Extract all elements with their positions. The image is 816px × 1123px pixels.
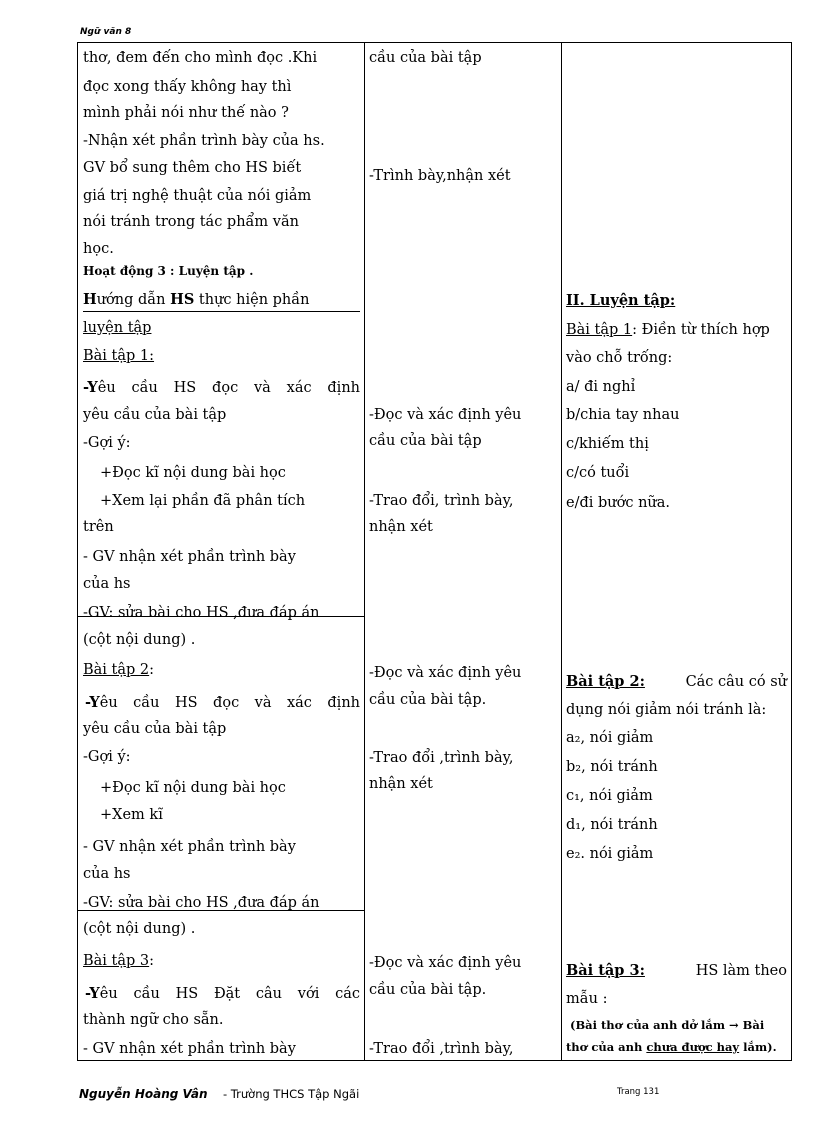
content-line: e/đi bước nữa. — [566, 495, 671, 511]
teacher-activity-line: học. — [83, 241, 114, 257]
student-activity-line: -Đọc và xác định yêu — [369, 665, 522, 681]
teacher-activity-line: -Nhận xét phần trình bày của hs. — [83, 133, 325, 149]
teacher-activity-line: - GV nhận xét phần trình bày — [83, 549, 296, 565]
content-line: e₂. nói giảm — [566, 846, 654, 862]
student-activity-line: nhận xét — [369, 776, 433, 792]
teacher-activity-line: GV bổ sung thêm cho HS biết — [83, 160, 302, 176]
teacher-activity-line: yêu cầu của bài tập — [83, 721, 227, 737]
exercise-heading: Bài tập 2: — [83, 662, 155, 678]
footer-author: Nguyễn Hoàng Vân — [79, 1087, 208, 1101]
teacher-activity-line: -Gợi ý: — [83, 749, 131, 765]
teacher-activity-line: nói tránh trong tác phẩm văn — [83, 214, 299, 230]
teacher-activity-line: - GV nhận xét phần trình bày — [83, 839, 296, 855]
student-activity-line: -Đọc và xác định yêu — [369, 407, 522, 423]
teacher-activity-line: trên — [83, 519, 114, 535]
teacher-activity-line: -Gợi ý: — [83, 435, 131, 451]
teacher-activity-line: -Y êu cầu HS Đặt câu với các — [85, 985, 360, 1002]
teacher-activity-line: (cột nội dung) . — [83, 921, 196, 937]
content-line: Bài tập 1: Điền từ thích hợp — [566, 322, 770, 338]
activity-instruction: Hướng dẫn HS thực hiện phần — [83, 293, 360, 312]
content-line: a₂, nói giảm — [566, 730, 654, 746]
content-line: dụng nói giảm nói tránh là: — [566, 702, 767, 718]
section-heading: II. Luyện tập: — [566, 292, 676, 309]
content-line: a/ đi nghỉ — [566, 379, 636, 395]
teacher-activity-line: của hs — [83, 576, 131, 592]
teacher-activity-line: - GV nhận xét phần trình bày — [83, 1041, 296, 1057]
teacher-activity-line: thành ngữ cho sẵn. — [83, 1012, 224, 1028]
column-divider — [364, 43, 365, 1060]
teacher-activity-line: -GV: sửa bài cho HS ,đưa đáp án — [83, 605, 320, 621]
content-line: thơ của anh chưa được hay lắm). — [566, 1040, 777, 1054]
teacher-activity-line: +Đọc kĩ nội dung bài học — [100, 465, 286, 481]
student-activity-line: cầu của bài tập — [369, 50, 482, 66]
student-activity-line: -Trao đổi ,trình bày, — [369, 750, 514, 766]
teacher-activity-line: -Y êu cầu HS đọc và xác định — [83, 379, 360, 396]
content-line: (Bài thơ của anh dở lắm → Bài — [570, 1018, 765, 1032]
content-line: d₁, nói tránh — [566, 817, 658, 833]
content-line: mẫu : — [566, 991, 608, 1007]
content-line: c/có tuổi — [566, 465, 630, 481]
teacher-activity-line: mình phải nói như thế nào ? — [83, 105, 289, 121]
content-line: b₂, nói tránh — [566, 759, 658, 775]
content-line: c₁, nói giảm — [566, 788, 653, 804]
teacher-activity-line: đọc xong thấy không hay thì — [83, 79, 292, 95]
teacher-activity-line: yêu cầu của bài tập — [83, 407, 227, 423]
content-line: c/khiếm thị — [566, 436, 649, 452]
exercise-heading: Bài tập 3: — [83, 953, 155, 969]
student-activity-line: -Trình bày,nhận xét — [369, 168, 511, 184]
page-header: Ngữ văn 8 — [80, 27, 132, 37]
student-activity-line: nhận xét — [369, 519, 433, 535]
teacher-activity-line: +Xem kĩ — [100, 807, 163, 823]
content-line: Bài tập 2: Các câu có sử — [566, 673, 787, 690]
content-line: b/chia tay nhau — [566, 407, 680, 423]
student-activity-line: cầu của bài tập. — [369, 692, 487, 708]
teacher-activity-line: giá trị nghệ thuật của nói giảm — [83, 188, 312, 204]
student-activity-line: -Đọc và xác định yêu — [369, 955, 522, 971]
teacher-activity-line: +Xem lại phần đã phân tích — [100, 493, 306, 509]
page-number: Trang 131 — [617, 1087, 660, 1097]
teacher-activity-line: +Đọc kĩ nội dung bài học — [100, 780, 286, 796]
student-activity-line: -Trao đổi ,trình bày, — [369, 1041, 514, 1057]
column-divider — [561, 43, 562, 1060]
student-activity-line: -Trao đổi, trình bày, — [369, 493, 514, 509]
teacher-activity-line: (cột nội dung) . — [83, 632, 196, 648]
exercise-heading: Bài tập 1: — [83, 348, 155, 364]
teacher-activity-line: -GV: sửa bài cho HS ,đưa đáp án — [83, 895, 320, 911]
student-activity-line: cầu của bài tập — [369, 433, 482, 449]
student-activity-line: cầu của bài tập. — [369, 982, 487, 998]
footer-school: - Trường THCS Tập Ngãi — [223, 1087, 360, 1101]
activity-heading: Hoạt động 3 : Luyện tập . — [83, 264, 254, 278]
teacher-activity-line: thơ, đem đến cho mình đọc .Khi — [83, 50, 318, 66]
teacher-activity-line: -Y êu cầu HS đọc và xác định — [85, 694, 360, 711]
teacher-activity-line: của hs — [83, 866, 131, 882]
content-line: vào chỗ trống: — [566, 350, 673, 366]
activity-instruction: luyện tập — [83, 320, 152, 336]
content-line: Bài tập 3: HS làm theo — [566, 962, 787, 979]
